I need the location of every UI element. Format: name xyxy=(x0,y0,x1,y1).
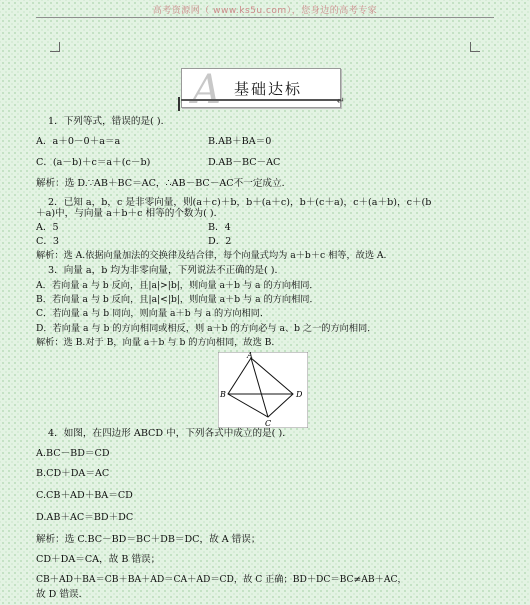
figure-label-a: A xyxy=(247,352,253,360)
figure-label-d: D xyxy=(296,390,303,399)
q4-option-a: A.BC－BD＝CD xyxy=(36,448,110,459)
banner-letter: A xyxy=(192,67,221,113)
q4-solution-line3: CB＋AD＋BA＝CB＋BA＋AD＝CA＋AD＝CD，故 C 正确；BD＋DC＝BC≠AB＋AC， xyxy=(36,574,407,585)
q2-stem-line2: ＋a)中，与向量 a＋b＋c 相等的个数为( )． xyxy=(36,208,224,219)
q2-option-b: B．4 xyxy=(208,222,231,233)
quadrilateral-figure xyxy=(218,352,308,428)
q2-option-c: C．3 xyxy=(36,236,60,247)
q1-stem: 1．下列等式，错误的是( )． xyxy=(48,116,171,127)
figure-label-b: B xyxy=(220,390,226,399)
q3-option-c: C．若向量 a 与 b 同向，则向量 a＋b 与 a 的方向相同． xyxy=(36,308,270,319)
q2-solution: 解析：选 A.依据向量加法的交换律及结合律，每个向量式均为 a＋b＋c 相等，故选 A. xyxy=(36,250,387,261)
paragraph-mark-icon: ↵ xyxy=(336,96,345,107)
q4-option-d: D.AB＋AC＝BD＋DC xyxy=(36,512,134,523)
q2-option-a: A．5 xyxy=(36,222,59,233)
q1-solution: 解析：选 D.∵AB＋BC＝AC，∴AB－BC－AC不一定成立． xyxy=(36,178,292,189)
q4-option-b: B.CD＋DA＝AC xyxy=(36,468,110,479)
banner-title: 基础达标 xyxy=(234,80,303,98)
figure-label-c: C xyxy=(265,419,272,428)
header-rule xyxy=(36,17,494,18)
figure-frame xyxy=(218,352,308,428)
text-cursor xyxy=(178,97,180,111)
q3-option-d: D．若向量 a 与 b 的方向相同或相反，则 a＋b 的方向必与 a、b 之一的方向相同． xyxy=(36,323,377,334)
banner-underline xyxy=(181,96,345,107)
q3-stem: 3．向量 a，b 均为非零向量，下列说法不正确的是( )． xyxy=(48,265,285,276)
crop-mark-left xyxy=(50,42,60,52)
q1-option-b: B.AB＋BA＝0 xyxy=(208,136,272,147)
q1-option-c: C．(a－b)＋c＝a＋(c－b) xyxy=(36,157,151,168)
q4-option-c: C.CB＋AD＋BA＝CD xyxy=(36,490,133,501)
crop-mark-right xyxy=(470,42,480,52)
q3-option-a: A．若向量 a 与 b 反向，且|a|>|b|，则向量 a＋b 与 a 的方向相同． xyxy=(36,280,319,291)
q3-solution: 解析：选 B.对于 B，向量 a＋b 与 b 的方向相同，故选 B. xyxy=(36,337,275,348)
q2-option-d: D．2 xyxy=(208,236,232,247)
q2-stem-line1: 2．已知 a，b，c 是非零向量，则(a＋c)＋b，b＋(a＋c)，b＋(c＋a)，c＋(a＋b)，c＋(b xyxy=(48,197,432,208)
q4-solution-line2: CD＋DA＝CA，故 B 错误； xyxy=(36,554,161,565)
q4-solution-line4: 故 D 错误． xyxy=(36,589,89,600)
q3-option-b: B．若向量 a 与 b 反向，且|a|<|b|，则向量 a＋b 与 a 的方向相同． xyxy=(36,294,319,305)
q4-stem: 4．如图，在四边形 ABCD 中，下列各式中成立的是( )． xyxy=(48,428,292,439)
q4-solution-line1: 解析：选 C.BC－BD＝BC＋DB＝DC，故 A 错误； xyxy=(36,534,261,545)
q1-option-d: D.AB－BC－AC xyxy=(208,157,281,168)
q1-option-a: A．a＋0－0＋a＝a xyxy=(36,136,121,147)
page-header: 高考资源网（ www.ks5u.com），您身边的高考专家 xyxy=(152,6,378,16)
